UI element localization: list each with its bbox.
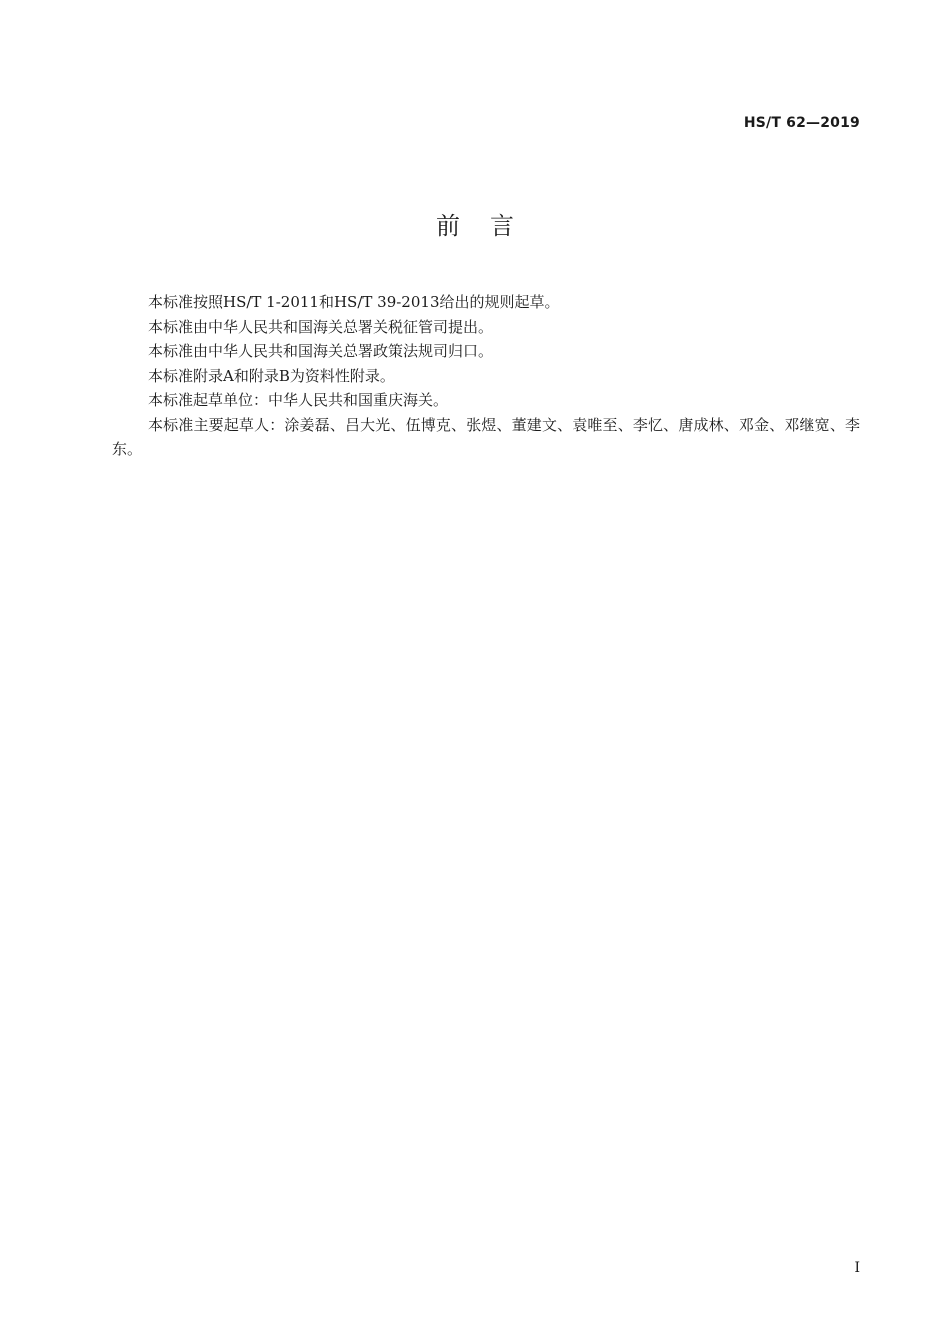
paragraph-drafting-unit: 本标准起草单位：中华人民共和国重庆海关。 — [148, 391, 449, 409]
paragraph-drafting-rules: 本标准按照HS/T 1-2011和HS/T 39-2013给出的规则起草。 — [148, 293, 560, 311]
paragraph-appendices: 本标准附录A和附录B为资料性附录。 — [148, 366, 395, 385]
page-number: I — [854, 1260, 860, 1276]
foreword-body — [112, 290, 860, 462]
paragraph-proposer: 本标准由中华人民共和国海关总署关税征管司提出。 — [148, 317, 494, 336]
document-code: HS/T 62—2019 — [743, 115, 860, 131]
paragraph-centralized-unit: 本标准由中华人民共和国海关总署政策法规司归口。 — [148, 342, 494, 360]
paragraph-drafters: 本标准主要起草人：涂姜磊、吕大光、伍博克、张煜、董建文、袁唯至、李忆、唐成林、邓金、邓继宽、李东。 — [112, 415, 860, 458]
page-title: 前言 — [436, 212, 544, 240]
